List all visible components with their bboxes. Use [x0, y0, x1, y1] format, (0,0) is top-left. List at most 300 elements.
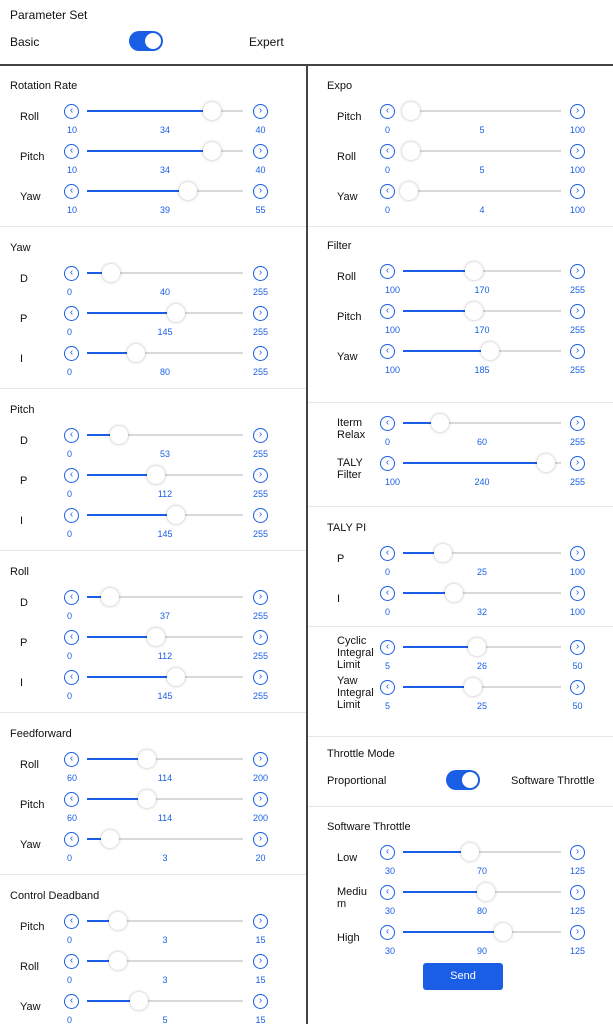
- slider-fill: [87, 110, 212, 112]
- send-button[interactable]: Send: [423, 963, 503, 990]
- slider-thumb[interactable]: [138, 790, 156, 808]
- chevron-left-icon: ‹: [385, 265, 390, 276]
- slider-max: 255: [252, 529, 269, 539]
- slider-track[interactable]: [87, 676, 243, 678]
- slider-label: D: [20, 435, 28, 447]
- chevron-right-icon: ›: [258, 631, 263, 642]
- slider-row: [0, 954, 306, 990]
- slider-track[interactable]: [87, 434, 243, 436]
- slider-min: 10: [67, 165, 78, 175]
- decrement-button[interactable]: [380, 416, 395, 431]
- slider-track[interactable]: [87, 798, 243, 800]
- slider-row: [308, 144, 613, 180]
- slider-min: 0: [67, 287, 73, 297]
- slider-min: 0: [67, 327, 73, 337]
- decrement-button[interactable]: [380, 264, 395, 279]
- decrement-button[interactable]: [64, 832, 79, 847]
- increment-button[interactable]: [253, 266, 268, 281]
- slider-max: 15: [255, 975, 266, 985]
- slider-fill: [403, 350, 490, 352]
- chevron-right-icon: ›: [258, 793, 263, 804]
- slider-track[interactable]: [403, 350, 561, 352]
- chevron-left-icon: ‹: [69, 185, 74, 196]
- slider-fill: [87, 312, 176, 314]
- increment-button[interactable]: [570, 416, 585, 431]
- increment-button[interactable]: [253, 792, 268, 807]
- slider-value: 170: [474, 325, 490, 335]
- decrement-button[interactable]: [64, 590, 79, 605]
- slider-value: 60: [476, 437, 487, 447]
- slider-label: I: [20, 515, 24, 527]
- decrement-button[interactable]: [64, 752, 79, 767]
- decrement-button[interactable]: [380, 456, 395, 471]
- slider-label: I: [20, 353, 24, 365]
- slider-max: 55: [255, 205, 266, 215]
- decrement-button[interactable]: [64, 954, 79, 969]
- slider-value: 25: [476, 701, 487, 711]
- slider-max: 50: [572, 701, 583, 711]
- slider-value: 3: [162, 935, 168, 945]
- slider-row: [308, 586, 613, 622]
- slider-thumb[interactable]: [110, 426, 128, 444]
- slider-value: 112: [157, 489, 173, 499]
- slider-value: 114: [157, 813, 173, 823]
- slider-track[interactable]: [87, 920, 243, 922]
- slider-thumb[interactable]: [147, 628, 165, 646]
- slider-thumb[interactable]: [431, 414, 449, 432]
- slider-max: 100: [569, 607, 586, 617]
- slider-track[interactable]: [403, 851, 561, 853]
- slider-value: 25: [476, 567, 487, 577]
- slider-track[interactable]: [403, 931, 561, 933]
- chevron-left-icon: ‹: [385, 305, 390, 316]
- slider-row: [308, 885, 613, 921]
- increment-button[interactable]: [570, 344, 585, 359]
- slider-track[interactable]: [403, 592, 561, 594]
- slider-label: Pitch: [337, 111, 362, 123]
- slider-min: 0: [67, 611, 73, 621]
- slider-min: 5: [385, 661, 391, 671]
- chevron-left-icon: ‹: [69, 105, 74, 116]
- slider-thumb[interactable]: [400, 182, 418, 200]
- slider-row: [308, 845, 613, 881]
- chevron-left-icon: ‹: [69, 793, 74, 804]
- slider-track[interactable]: [87, 758, 243, 760]
- decrement-button[interactable]: [380, 640, 395, 655]
- section-divider: [308, 402, 613, 403]
- slider-thumb[interactable]: [402, 102, 420, 120]
- increment-button[interactable]: [570, 304, 585, 319]
- increment-button[interactable]: [253, 508, 268, 523]
- slider-label: High: [337, 932, 360, 944]
- slider-min: 0: [385, 607, 391, 617]
- decrement-button[interactable]: [64, 428, 79, 443]
- slider-label: Mediu m: [337, 886, 367, 910]
- slider-fill: [87, 514, 176, 516]
- slider-min: 0: [67, 691, 73, 701]
- slider-min: 0: [385, 567, 391, 577]
- slider-track[interactable]: [87, 1000, 243, 1002]
- chevron-right-icon: ›: [575, 145, 580, 156]
- slider-value: 145: [157, 691, 173, 701]
- section-title: TALY PI: [327, 522, 367, 534]
- increment-button[interactable]: [570, 885, 585, 900]
- slider-value: 80: [159, 367, 170, 377]
- slider-thumb[interactable]: [179, 182, 197, 200]
- slider-label: Yaw: [337, 191, 358, 203]
- slider-row: [0, 994, 306, 1030]
- slider-value: 53: [159, 449, 170, 459]
- slider-thumb[interactable]: [101, 830, 119, 848]
- slider-max: 255: [252, 367, 269, 377]
- slider-min: 100: [385, 325, 401, 335]
- slider-fill: [403, 686, 473, 688]
- decrement-button[interactable]: [380, 184, 395, 199]
- decrement-button[interactable]: [64, 184, 79, 199]
- throttle-mode-toggle[interactable]: [446, 770, 480, 790]
- increment-button[interactable]: [570, 925, 585, 940]
- basic-label: Basic: [10, 35, 40, 49]
- chevron-left-icon: ‹: [69, 267, 74, 278]
- slider-track[interactable]: [403, 646, 561, 648]
- slider-track[interactable]: [403, 422, 561, 424]
- decrement-button[interactable]: [380, 586, 395, 601]
- slider-thumb[interactable]: [102, 264, 120, 282]
- slider-track[interactable]: [87, 838, 243, 840]
- chevron-right-icon: ›: [258, 469, 263, 480]
- increment-button[interactable]: [570, 845, 585, 860]
- increment-button[interactable]: [253, 670, 268, 685]
- section-divider: [308, 626, 613, 627]
- slider-max: 100: [569, 205, 586, 215]
- increment-button[interactable]: [570, 680, 585, 695]
- slider-thumb[interactable]: [147, 466, 165, 484]
- slider-thumb[interactable]: [465, 262, 483, 280]
- slider-min: 30: [385, 866, 396, 876]
- slider-thumb[interactable]: [537, 454, 555, 472]
- slider-max: 125: [569, 946, 586, 956]
- chevron-left-icon: ‹: [385, 886, 390, 897]
- slider-value: 114: [157, 773, 173, 783]
- slider-value: 34: [159, 165, 170, 175]
- slider-min: 0: [67, 529, 73, 539]
- increment-button[interactable]: [253, 468, 268, 483]
- decrement-button[interactable]: [380, 546, 395, 561]
- slider-label: Roll: [20, 961, 39, 973]
- slider-track[interactable]: [87, 514, 243, 516]
- chevron-left-icon: ‹: [69, 145, 74, 156]
- slider-max: 125: [569, 866, 586, 876]
- decrement-button[interactable]: [64, 346, 79, 361]
- decrement-button[interactable]: [380, 144, 395, 159]
- slider-thumb[interactable]: [434, 544, 452, 562]
- decrement-button[interactable]: [64, 306, 79, 321]
- increment-button[interactable]: [253, 144, 268, 159]
- slider-track[interactable]: [87, 150, 243, 152]
- chevron-right-icon: ›: [575, 265, 580, 276]
- chevron-left-icon: ‹: [69, 307, 74, 318]
- right-column: [308, 66, 613, 1024]
- slider-value: 240: [474, 477, 490, 487]
- section-divider: [0, 388, 306, 389]
- slider-value: 34: [159, 125, 170, 135]
- slider-label: Roll: [20, 111, 39, 123]
- slider-track[interactable]: [403, 150, 561, 152]
- toggle-knob: [145, 33, 161, 49]
- slider-thumb[interactable]: [127, 344, 145, 362]
- slider-max: 255: [569, 437, 586, 447]
- slider-row: [308, 635, 613, 676]
- chevron-right-icon: ›: [258, 105, 263, 116]
- section-divider: [0, 226, 306, 227]
- slider-thumb[interactable]: [481, 342, 499, 360]
- slider-track[interactable]: [403, 686, 561, 688]
- slider-label: D: [20, 597, 28, 609]
- slider-thumb[interactable]: [130, 992, 148, 1010]
- slider-row: [0, 832, 306, 868]
- increment-button[interactable]: [253, 914, 268, 929]
- decrement-button[interactable]: [64, 630, 79, 645]
- chevron-left-icon: ‹: [385, 641, 390, 652]
- slider-thumb[interactable]: [203, 142, 221, 160]
- decrement-button[interactable]: [380, 885, 395, 900]
- increment-button[interactable]: [570, 144, 585, 159]
- slider-row: [308, 264, 613, 300]
- slider-thumb[interactable]: [167, 506, 185, 524]
- slider-label: I: [20, 677, 24, 689]
- slider-track[interactable]: [87, 312, 243, 314]
- chevron-right-icon: ›: [258, 915, 263, 926]
- slider-max: 125: [569, 906, 586, 916]
- parameter-set-title: Parameter Set: [10, 8, 88, 22]
- slider-thumb[interactable]: [477, 883, 495, 901]
- decrement-button[interactable]: [380, 680, 395, 695]
- slider-min: 100: [385, 477, 401, 487]
- slider-min: 0: [67, 367, 73, 377]
- slider-fill: [403, 646, 477, 648]
- slider-thumb[interactable]: [109, 912, 127, 930]
- slider-track[interactable]: [403, 310, 561, 312]
- slider-thumb[interactable]: [465, 302, 483, 320]
- slider-thumb[interactable]: [461, 843, 479, 861]
- slider-value: 32: [476, 607, 487, 617]
- slider-track[interactable]: [403, 552, 561, 554]
- decrement-button[interactable]: [64, 266, 79, 281]
- slider-track[interactable]: [87, 352, 243, 354]
- slider-max: 255: [252, 691, 269, 701]
- slider-row: [0, 306, 306, 342]
- slider-row: [308, 456, 613, 492]
- chevron-right-icon: ›: [575, 547, 580, 558]
- slider-thumb[interactable]: [138, 750, 156, 768]
- slider-min: 0: [67, 853, 73, 863]
- section-divider: [308, 506, 613, 507]
- slider-thumb[interactable]: [101, 588, 119, 606]
- increment-button[interactable]: [253, 590, 268, 605]
- slider-label: Roll: [337, 271, 356, 283]
- slider-row: [0, 346, 306, 382]
- section-title: Pitch: [10, 404, 35, 416]
- slider-track[interactable]: [403, 270, 561, 272]
- slider-max: 40: [255, 125, 266, 135]
- decrement-button[interactable]: [64, 994, 79, 1009]
- slider-value: 3: [162, 975, 168, 985]
- increment-button[interactable]: [253, 832, 268, 847]
- chevron-left-icon: ‹: [385, 547, 390, 558]
- decrement-button[interactable]: [380, 304, 395, 319]
- chevron-left-icon: ‹: [385, 145, 390, 156]
- decrement-button[interactable]: [64, 144, 79, 159]
- slider-value: 185: [474, 365, 490, 375]
- decrement-button[interactable]: [380, 104, 395, 119]
- chevron-left-icon: ‹: [385, 846, 390, 857]
- increment-button[interactable]: [570, 586, 585, 601]
- increment-button[interactable]: [570, 104, 585, 119]
- slider-fill: [403, 851, 470, 853]
- slider-thumb[interactable]: [203, 102, 221, 120]
- slider-row: [308, 416, 613, 452]
- slider-max: 255: [252, 489, 269, 499]
- slider-min: 0: [67, 935, 73, 945]
- chevron-left-icon: ‹: [385, 926, 390, 937]
- chevron-left-icon: ‹: [69, 631, 74, 642]
- slider-value: 37: [159, 611, 170, 621]
- chevron-left-icon: ‹: [69, 591, 74, 602]
- decrement-button[interactable]: [64, 104, 79, 119]
- increment-button[interactable]: [253, 994, 268, 1009]
- decrement-button[interactable]: [64, 914, 79, 929]
- slider-fill: [403, 462, 546, 464]
- chevron-left-icon: ‹: [69, 955, 74, 966]
- slider-max: 50: [572, 661, 583, 671]
- slider-track[interactable]: [87, 190, 243, 192]
- chevron-left-icon: ‹: [69, 995, 74, 1006]
- chevron-left-icon: ‹: [385, 105, 390, 116]
- slider-row: [0, 590, 306, 626]
- chevron-right-icon: ›: [258, 267, 263, 278]
- decrement-button[interactable]: [380, 845, 395, 860]
- slider-value: 5: [479, 125, 485, 135]
- decrement-button[interactable]: [380, 344, 395, 359]
- slider-max: 40: [255, 165, 266, 175]
- slider-track[interactable]: [87, 474, 243, 476]
- slider-row: [0, 670, 306, 706]
- increment-button[interactable]: [570, 546, 585, 561]
- slider-track[interactable]: [87, 960, 243, 962]
- increment-button[interactable]: [570, 264, 585, 279]
- slider-label: Iterm Relax: [337, 417, 366, 441]
- slider-track[interactable]: [403, 110, 561, 112]
- slider-track[interactable]: [87, 110, 243, 112]
- slider-track[interactable]: [87, 596, 243, 598]
- slider-label: Yaw: [20, 839, 41, 851]
- section-title: Roll: [10, 566, 29, 578]
- chevron-right-icon: ›: [575, 641, 580, 652]
- decrement-button[interactable]: [64, 792, 79, 807]
- chevron-left-icon: ‹: [69, 509, 74, 520]
- slider-max: 255: [252, 611, 269, 621]
- basic-expert-toggle[interactable]: [129, 31, 163, 51]
- slider-thumb[interactable]: [167, 304, 185, 322]
- slider-row: [308, 184, 613, 220]
- slider-label: D: [20, 273, 28, 285]
- slider-label: P: [20, 637, 28, 649]
- increment-button[interactable]: [253, 184, 268, 199]
- expert-label: Expert: [249, 35, 284, 49]
- slider-min: 100: [385, 365, 401, 375]
- decrement-button[interactable]: [64, 468, 79, 483]
- chevron-left-icon: ‹: [69, 833, 74, 844]
- slider-min: 0: [385, 165, 391, 175]
- slider-max: 15: [255, 935, 266, 945]
- slider-thumb[interactable]: [167, 668, 185, 686]
- section-title: Expo: [327, 80, 353, 92]
- slider-thumb[interactable]: [109, 952, 127, 970]
- slider-thumb[interactable]: [445, 584, 463, 602]
- slider-row: [308, 925, 613, 961]
- chevron-right-icon: ›: [258, 429, 263, 440]
- slider-track[interactable]: [87, 636, 243, 638]
- increment-button[interactable]: [253, 428, 268, 443]
- slider-min: 0: [67, 449, 73, 459]
- decrement-button[interactable]: [64, 670, 79, 685]
- slider-label: P: [20, 313, 28, 325]
- slider-thumb[interactable]: [402, 142, 420, 160]
- decrement-button[interactable]: [64, 508, 79, 523]
- toggle-knob: [462, 772, 478, 788]
- slider-track[interactable]: [403, 462, 561, 464]
- slider-label: Yaw: [337, 351, 358, 363]
- slider-track[interactable]: [403, 190, 561, 192]
- slider-fill: [403, 931, 503, 933]
- increment-button[interactable]: [253, 752, 268, 767]
- slider-value: 145: [157, 327, 173, 337]
- increment-button[interactable]: [253, 346, 268, 361]
- left-column: [0, 66, 306, 1024]
- slider-thumb[interactable]: [494, 923, 512, 941]
- increment-button[interactable]: [253, 954, 268, 969]
- slider-track[interactable]: [87, 272, 243, 274]
- slider-label: Low: [337, 852, 358, 864]
- increment-button[interactable]: [253, 306, 268, 321]
- increment-button[interactable]: [570, 640, 585, 655]
- slider-fill: [403, 270, 474, 272]
- section-title: Filter: [327, 240, 352, 252]
- chevron-left-icon: ‹: [385, 185, 390, 196]
- slider-label: Roll: [337, 151, 356, 163]
- chevron-left-icon: ‹: [69, 915, 74, 926]
- slider-label: Cyclic Integral Limit: [337, 635, 374, 671]
- increment-button[interactable]: [570, 456, 585, 471]
- slider-min: 0: [67, 975, 73, 985]
- increment-button[interactable]: [253, 104, 268, 119]
- slider-value: 170: [474, 285, 490, 295]
- slider-max: 255: [569, 285, 586, 295]
- decrement-button[interactable]: [380, 925, 395, 940]
- slider-thumb[interactable]: [464, 678, 482, 696]
- slider-max: 20: [255, 853, 266, 863]
- software-throttle-title: Software Throttle: [327, 821, 411, 833]
- increment-button[interactable]: [253, 630, 268, 645]
- increment-button[interactable]: [570, 184, 585, 199]
- slider-track[interactable]: [403, 891, 561, 893]
- parameter-set-header: [0, 0, 613, 64]
- slider-thumb[interactable]: [468, 638, 486, 656]
- slider-fill: [87, 636, 156, 638]
- slider-value: 5: [162, 1015, 168, 1025]
- chevron-left-icon: ‹: [385, 587, 390, 598]
- slider-label: TALY Filter: [337, 457, 363, 481]
